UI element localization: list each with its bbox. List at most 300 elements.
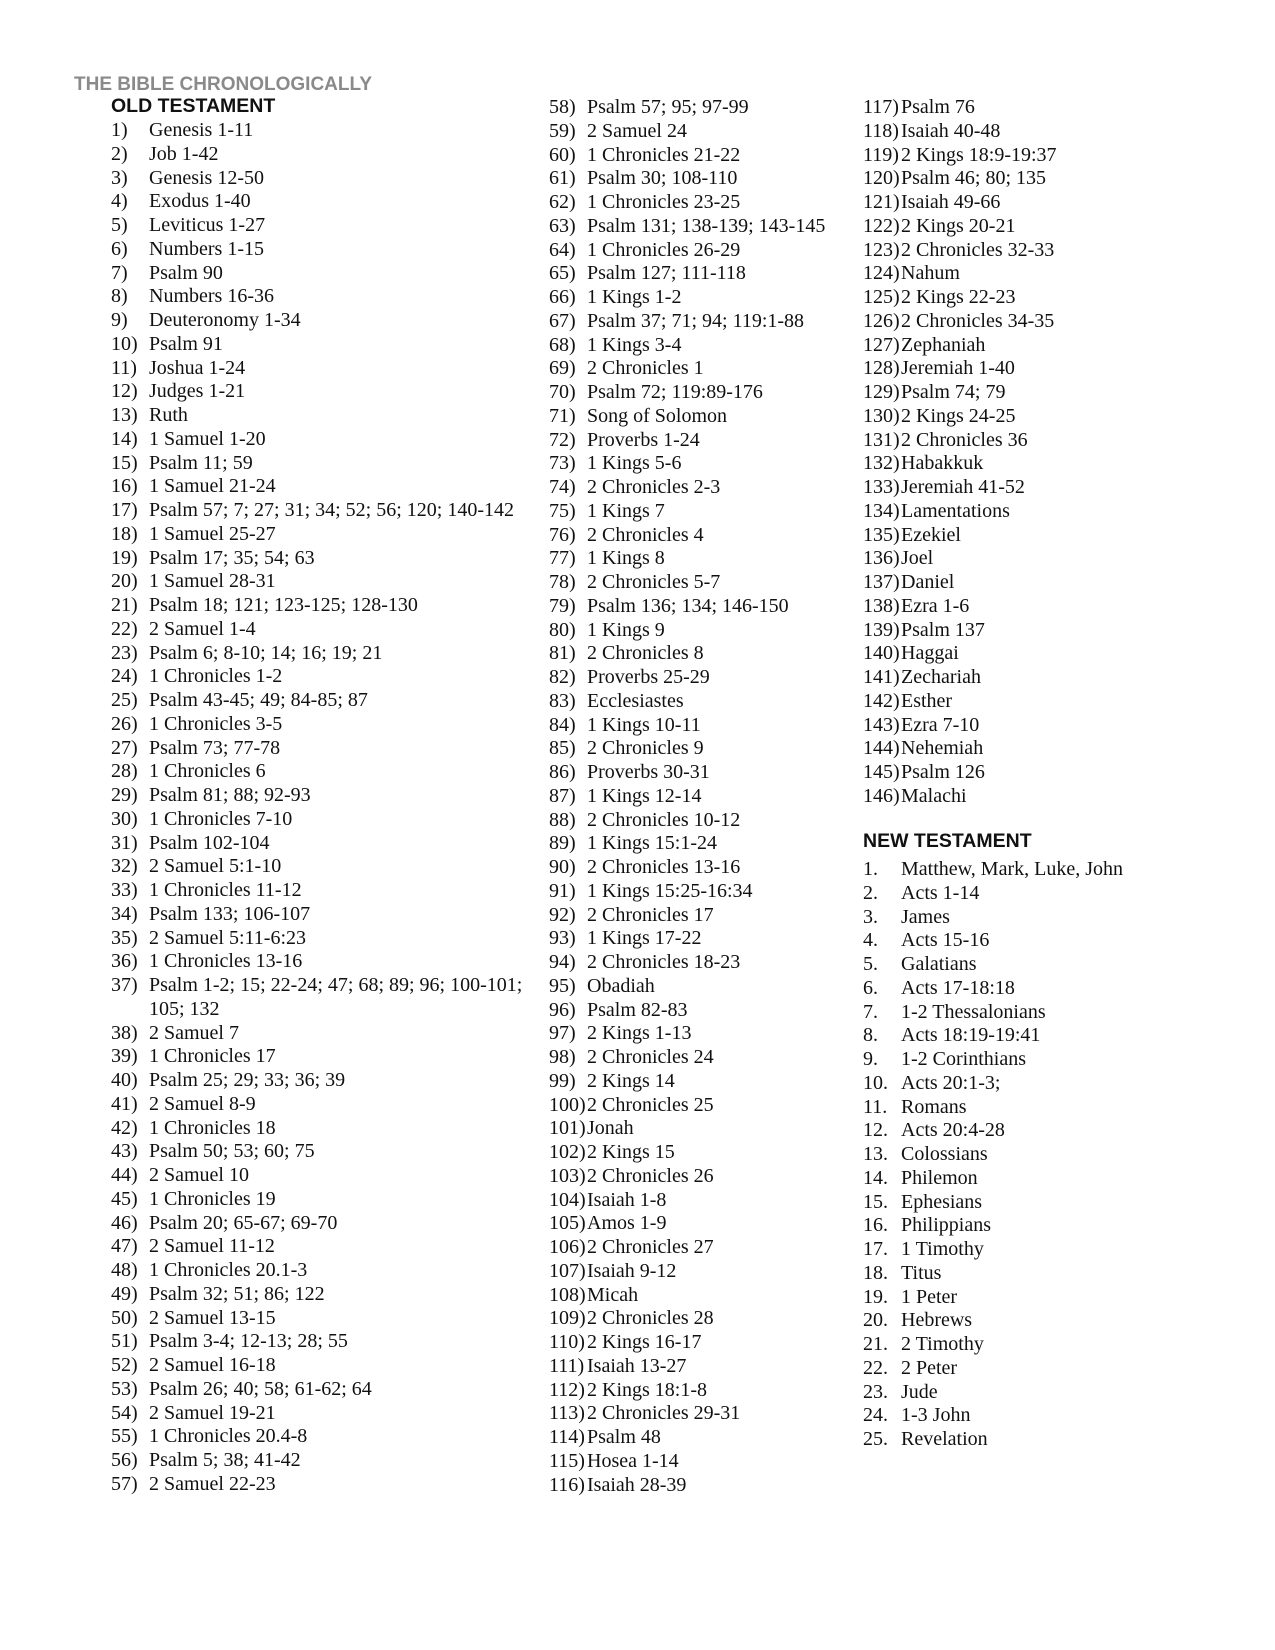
item-reading: 2 Chronicles 9 — [587, 737, 704, 760]
item-number: 61) — [549, 167, 576, 190]
item-reading: Philippians — [901, 1214, 992, 1237]
item-number: 92) — [549, 903, 576, 926]
item-reading: Psalm 1-2; 15; 22-24; 47; 68; 89; 96; 100-101; 105; 132 — [149, 974, 523, 1020]
list-item — [863, 215, 1203, 239]
list-item — [111, 855, 531, 879]
list-item — [549, 809, 839, 833]
list-item — [111, 357, 531, 381]
item-reading: Lamentations — [901, 499, 1010, 522]
item-number: 3) — [111, 166, 128, 189]
item-number: 74) — [549, 476, 576, 498]
item-number: 2) — [111, 142, 128, 165]
list-item — [111, 1354, 531, 1378]
item-reading: Psalm 136; 134; 146-150 — [587, 594, 789, 617]
item-number: 48) — [111, 1259, 138, 1281]
item-reading: James — [901, 905, 950, 928]
list-item — [111, 1164, 531, 1188]
item-reading: Psalm 6; 8-10; 14; 16; 19; 21 — [149, 641, 383, 664]
item-reading: Isaiah 28-39 — [587, 1473, 687, 1496]
item-reading: 1 Chronicles 20.1-3 — [149, 1259, 308, 1281]
item-reading: 1 Chronicles 26-29 — [587, 238, 741, 261]
item-reading: 2 Chronicles 13-16 — [587, 856, 741, 878]
page-title: THE BIBLE CHRONOLOGICALLY — [74, 74, 373, 95]
new-testament-heading: NEW TESTAMENT — [863, 830, 1032, 852]
list-item — [863, 761, 1203, 785]
item-reading: Nehemiah — [901, 737, 984, 760]
item-number: 17. — [863, 1238, 888, 1260]
list-item — [111, 1402, 531, 1426]
item-reading: Proverbs 25-29 — [587, 666, 710, 688]
item-number: 72) — [549, 428, 576, 451]
item-reading: 2 Kings 1-13 — [587, 1022, 692, 1045]
item-number: 55) — [111, 1425, 138, 1448]
item-reading: Colossians — [901, 1143, 988, 1165]
item-reading: Joel — [901, 547, 934, 570]
item-reading: Revelation — [901, 1428, 988, 1450]
list-item — [549, 642, 839, 666]
item-reading: Psalm 73; 77-78 — [149, 736, 281, 759]
list-item — [549, 951, 839, 975]
item-number: 46) — [111, 1211, 138, 1234]
list-item — [111, 214, 531, 238]
list-item — [863, 619, 1203, 643]
list-item — [863, 1143, 1233, 1167]
list-item — [111, 1235, 531, 1259]
list-item — [863, 1238, 1233, 1262]
item-number: 4) — [111, 190, 128, 213]
item-reading: Psalm 131; 138-139; 143-145 — [587, 214, 826, 237]
item-reading: 2 Peter — [901, 1356, 958, 1379]
item-number: 15) — [111, 451, 138, 474]
item-number: 122) — [863, 214, 900, 237]
item-number: 111) — [549, 1354, 585, 1377]
item-number: 18) — [111, 522, 138, 545]
item-reading: Titus — [901, 1261, 942, 1284]
list-item — [549, 1022, 839, 1046]
item-number: 41) — [111, 1092, 138, 1115]
item-number: 45) — [111, 1187, 138, 1210]
item-reading: Proverbs 30-31 — [587, 761, 710, 783]
list-item — [111, 262, 531, 286]
item-reading: Isaiah 49-66 — [901, 191, 1001, 213]
item-reading: Acts 17-18:18 — [901, 976, 1015, 999]
item-reading: 2 Samuel 5:11-6:23 — [149, 926, 307, 949]
item-reading: Ezekiel — [901, 523, 961, 546]
item-reading: 1 Chronicles 3-5 — [149, 712, 283, 735]
item-reading: Micah — [587, 1283, 639, 1306]
item-number: 19) — [111, 546, 138, 569]
item-reading: 1 Chronicles 19 — [149, 1187, 276, 1210]
item-number: 108) — [549, 1283, 586, 1306]
list-item — [549, 856, 839, 880]
item-reading: Amos 1-9 — [587, 1212, 667, 1235]
item-reading: Esther — [901, 689, 953, 712]
item-number: 142) — [863, 689, 900, 712]
item-number: 51) — [111, 1330, 138, 1353]
item-number: 89) — [549, 832, 576, 855]
list-item — [863, 1072, 1233, 1096]
list-item — [111, 428, 531, 452]
list-item — [549, 571, 839, 595]
item-reading: 1 Kings 17-22 — [587, 927, 702, 950]
item-number: 8) — [111, 285, 128, 308]
list-item — [549, 1094, 839, 1118]
item-number: 34) — [111, 902, 138, 925]
item-reading: Ephesians — [901, 1190, 983, 1213]
list-item — [863, 357, 1203, 381]
list-item — [863, 785, 1203, 809]
item-number: 125) — [863, 286, 900, 308]
item-reading: 2 Samuel 22-23 — [149, 1472, 276, 1495]
item-reading: 2 Chronicles 5-7 — [587, 571, 721, 593]
item-reading: 2 Samuel 7 — [149, 1021, 239, 1044]
list-item — [863, 191, 1203, 215]
list-item — [111, 1449, 531, 1473]
item-reading: Psalm 25; 29; 33; 36; 39 — [149, 1069, 346, 1091]
item-number: 57) — [111, 1472, 138, 1495]
list-item — [111, 380, 531, 404]
item-number: 135) — [863, 523, 900, 546]
item-number: 13) — [111, 404, 138, 426]
item-reading: Leviticus 1-27 — [149, 214, 266, 236]
list-item — [111, 570, 531, 594]
item-reading: 1 Kings 3-4 — [587, 333, 682, 356]
item-number: 81) — [549, 642, 576, 665]
item-reading: Ezra 1-6 — [901, 594, 970, 617]
list-item — [863, 642, 1203, 666]
item-reading: Psalm 30; 108-110 — [587, 167, 738, 190]
item-reading: 1 Chronicles 1-2 — [149, 665, 283, 688]
item-number: 127) — [863, 333, 900, 356]
item-reading: 1 Kings 10-11 — [587, 713, 701, 736]
list-item — [111, 927, 531, 951]
item-number: 85) — [549, 737, 576, 760]
list-item — [111, 832, 531, 856]
item-reading: 2 Chronicles 24 — [587, 1046, 714, 1068]
item-number: 64) — [549, 238, 576, 261]
list-item — [549, 381, 839, 405]
list-item — [111, 1259, 531, 1283]
item-reading: Psalm 48 — [587, 1426, 661, 1448]
list-item — [863, 96, 1203, 120]
item-reading: 1 Timothy — [901, 1238, 984, 1260]
list-item — [111, 119, 531, 143]
item-number: 112) — [549, 1378, 585, 1401]
list-item — [863, 1333, 1233, 1357]
item-number: 94) — [549, 951, 576, 973]
list-item — [111, 143, 531, 167]
list-item — [863, 405, 1203, 429]
list-item — [863, 476, 1203, 500]
item-reading: 2 Samuel 19-21 — [149, 1401, 276, 1424]
item-number: 119) — [863, 143, 899, 166]
item-number: 116) — [549, 1473, 585, 1496]
list-item — [549, 1450, 839, 1474]
item-reading: 2 Chronicles 17 — [587, 903, 714, 926]
item-number: 44) — [111, 1164, 138, 1186]
list-item — [549, 832, 839, 856]
list-item — [549, 975, 839, 999]
item-reading: Joshua 1-24 — [149, 356, 246, 379]
item-number: 115) — [549, 1449, 585, 1472]
list-item — [863, 524, 1203, 548]
list-item — [111, 1425, 531, 1449]
list-item — [549, 619, 839, 643]
item-reading: 2 Chronicles 32-33 — [901, 238, 1055, 261]
item-reading: Psalm 32; 51; 86; 122 — [149, 1282, 325, 1305]
list-item — [111, 808, 531, 832]
list-item — [549, 452, 839, 476]
list-item — [549, 666, 839, 690]
item-number: 110) — [549, 1331, 585, 1353]
item-number: 27) — [111, 736, 138, 759]
item-reading: Malachi — [901, 784, 967, 807]
item-reading: 1 Kings 15:25-16:34 — [587, 879, 753, 902]
item-reading: Psalm 102-104 — [149, 831, 270, 854]
item-reading: Psalm 43-45; 49; 84-85; 87 — [149, 689, 368, 711]
item-reading: Psalm 137 — [901, 618, 985, 641]
item-number: 47) — [111, 1235, 138, 1258]
item-reading: Numbers 16-36 — [149, 285, 274, 308]
item-number: 136) — [863, 547, 900, 570]
item-reading: 2 Samuel 16-18 — [149, 1354, 276, 1376]
item-reading: Romans — [901, 1095, 967, 1118]
item-number: 16) — [111, 475, 138, 498]
list-item — [549, 999, 839, 1023]
item-number: 25. — [863, 1428, 888, 1450]
list-item — [111, 1188, 531, 1212]
item-number: 128) — [863, 357, 900, 380]
item-reading: 1 Chronicles 21-22 — [587, 143, 741, 166]
list-item — [863, 929, 1233, 953]
item-number: 59) — [549, 119, 576, 142]
item-reading: 2 Chronicles 28 — [587, 1307, 714, 1330]
list-item — [111, 665, 531, 689]
item-number: 10. — [863, 1071, 888, 1094]
item-reading: Psalm 82-83 — [587, 998, 688, 1021]
item-number: 129) — [863, 381, 900, 403]
item-reading: Song of Solomon — [587, 404, 728, 427]
item-reading: Psalm 18; 121; 123-125; 128-130 — [149, 594, 418, 616]
item-reading: 1 Chronicles 6 — [149, 760, 266, 783]
item-number: 67) — [549, 309, 576, 332]
item-reading: Job 1-42 — [149, 142, 219, 165]
item-reading: Zechariah — [901, 666, 981, 688]
item-reading: Psalm 5; 38; 41-42 — [149, 1449, 301, 1471]
list-item — [111, 190, 531, 214]
item-reading: 2 Kings 15 — [587, 1141, 675, 1163]
item-number: 54) — [111, 1401, 138, 1424]
item-number: 10) — [111, 332, 138, 355]
list-item — [549, 595, 839, 619]
item-number: 40) — [111, 1069, 138, 1091]
item-number: 6. — [863, 976, 878, 999]
item-reading: 2 Samuel 13-15 — [149, 1306, 276, 1329]
old-testament-column-1 — [111, 119, 531, 1497]
item-number: 68) — [549, 333, 576, 356]
item-number: 144) — [863, 737, 900, 760]
list-item — [863, 1214, 1233, 1238]
item-reading: Hosea 1-14 — [587, 1449, 679, 1472]
list-item — [549, 761, 839, 785]
list-item — [549, 239, 839, 263]
list-item — [549, 405, 839, 429]
item-number: 103) — [549, 1164, 586, 1187]
item-reading: 1 Kings 1-2 — [587, 286, 682, 308]
item-number: 93) — [549, 927, 576, 950]
item-reading: 2 Chronicles 27 — [587, 1236, 714, 1258]
item-number: 30) — [111, 807, 138, 830]
list-item — [111, 1283, 531, 1307]
item-reading: Daniel — [901, 571, 955, 593]
item-number: 140) — [863, 642, 900, 665]
item-number: 88) — [549, 808, 576, 831]
list-item — [863, 547, 1203, 571]
list-item — [111, 499, 531, 523]
item-reading: 2 Chronicles 26 — [587, 1164, 714, 1187]
item-reading: Philemon — [901, 1166, 978, 1189]
list-item — [111, 404, 531, 428]
item-reading: 1 Samuel 21-24 — [149, 475, 276, 498]
item-number: 141) — [863, 666, 900, 688]
item-number: 91) — [549, 879, 576, 902]
list-item — [549, 1260, 839, 1284]
list-item — [549, 1189, 839, 1213]
list-item — [863, 858, 1233, 882]
item-reading: Ecclesiastes — [587, 689, 684, 712]
item-number: 23. — [863, 1380, 888, 1403]
item-reading: 2 Samuel 24 — [587, 119, 687, 142]
list-item — [549, 1426, 839, 1450]
item-reading: Deuteronomy 1-34 — [149, 309, 301, 331]
item-number: 11. — [863, 1095, 888, 1118]
item-number: 84) — [549, 713, 576, 736]
list-item — [863, 737, 1203, 761]
item-reading: 1 Chronicles 18 — [149, 1116, 276, 1139]
item-reading: Obadiah — [587, 974, 655, 997]
item-number: 20. — [863, 1309, 888, 1332]
item-reading: 1-2 Thessalonians — [901, 1000, 1046, 1023]
item-number: 49) — [111, 1282, 138, 1305]
item-number: 14) — [111, 427, 138, 450]
list-item — [549, 690, 839, 714]
item-number: 29) — [111, 784, 138, 806]
item-number: 11) — [111, 356, 137, 379]
item-number: 83) — [549, 689, 576, 712]
item-reading: Jeremiah 41-52 — [901, 476, 1025, 498]
item-number: 7. — [863, 1000, 878, 1023]
item-number: 109) — [549, 1307, 586, 1330]
list-item — [111, 689, 531, 713]
item-number: 39) — [111, 1045, 138, 1068]
item-reading: Psalm 127; 111-118 — [587, 262, 746, 285]
list-item — [111, 713, 531, 737]
list-item — [549, 191, 839, 215]
item-number: 99) — [549, 1069, 576, 1092]
item-reading: 2 Chronicles 34-35 — [901, 309, 1055, 332]
item-number: 3. — [863, 905, 878, 928]
item-number: 146) — [863, 784, 900, 807]
item-reading: Isaiah 13-27 — [587, 1354, 687, 1377]
item-number: 71) — [549, 404, 576, 427]
list-item — [111, 238, 531, 262]
item-number: 130) — [863, 404, 900, 427]
list-item — [863, 262, 1203, 286]
list-item — [549, 429, 839, 453]
item-number: 21) — [111, 594, 138, 616]
item-reading: 2 Samuel 10 — [149, 1164, 249, 1186]
item-reading: 1-3 John — [901, 1404, 971, 1427]
item-reading: 1 Chronicles 20.4-8 — [149, 1425, 308, 1448]
item-number: 126) — [863, 309, 900, 332]
item-reading: 2 Chronicles 36 — [901, 428, 1028, 451]
item-number: 97) — [549, 1022, 576, 1045]
list-item — [549, 714, 839, 738]
list-item — [111, 879, 531, 903]
item-reading: Isaiah 40-48 — [901, 119, 1001, 142]
item-number: 20) — [111, 570, 138, 593]
item-number: 2. — [863, 881, 878, 904]
item-number: 96) — [549, 998, 576, 1021]
list-item — [111, 594, 531, 618]
item-reading: 1 Samuel 25-27 — [149, 522, 276, 545]
list-item — [549, 927, 839, 951]
item-reading: 1 Chronicles 7-10 — [149, 807, 293, 830]
item-number: 65) — [549, 262, 576, 285]
list-item — [863, 666, 1203, 690]
item-reading: Exodus 1-40 — [149, 190, 251, 213]
list-item — [549, 286, 839, 310]
list-item — [111, 1212, 531, 1236]
item-number: 5) — [111, 214, 128, 236]
list-item — [863, 381, 1203, 405]
item-number: 131) — [863, 428, 900, 451]
item-reading: Hebrews — [901, 1309, 973, 1332]
list-item — [111, 1117, 531, 1141]
item-number: 60) — [549, 143, 576, 166]
list-item — [863, 310, 1203, 334]
item-reading: 1 Kings 12-14 — [587, 784, 702, 807]
item-reading: Psalm 126 — [901, 761, 985, 783]
list-item — [863, 1357, 1233, 1381]
item-reading: Psalm 91 — [149, 332, 223, 355]
list-item — [863, 571, 1203, 595]
item-number: 32) — [111, 855, 138, 878]
item-number: 16. — [863, 1214, 888, 1237]
list-item — [863, 286, 1203, 310]
item-number: 102) — [549, 1141, 586, 1163]
item-number: 50) — [111, 1306, 138, 1329]
list-item — [549, 500, 839, 524]
item-number: 113) — [549, 1402, 585, 1425]
list-item — [549, 1474, 839, 1498]
item-reading: Isaiah 9-12 — [587, 1259, 677, 1282]
item-reading: Psalm 17; 35; 54; 63 — [149, 546, 315, 569]
list-item — [111, 475, 531, 499]
item-number: 14. — [863, 1166, 888, 1189]
item-number: 106) — [549, 1236, 586, 1258]
item-reading: 1 Chronicles 17 — [149, 1045, 276, 1068]
item-reading: Psalm 81; 88; 92-93 — [149, 784, 311, 806]
list-item — [549, 1117, 839, 1141]
item-number: 101) — [549, 1117, 586, 1140]
item-number: 43) — [111, 1140, 138, 1163]
item-number: 22) — [111, 617, 138, 640]
item-reading: 1 Kings 7 — [587, 499, 665, 522]
item-reading: Nahum — [901, 262, 960, 285]
item-number: 66) — [549, 286, 576, 308]
list-item — [111, 1022, 531, 1046]
